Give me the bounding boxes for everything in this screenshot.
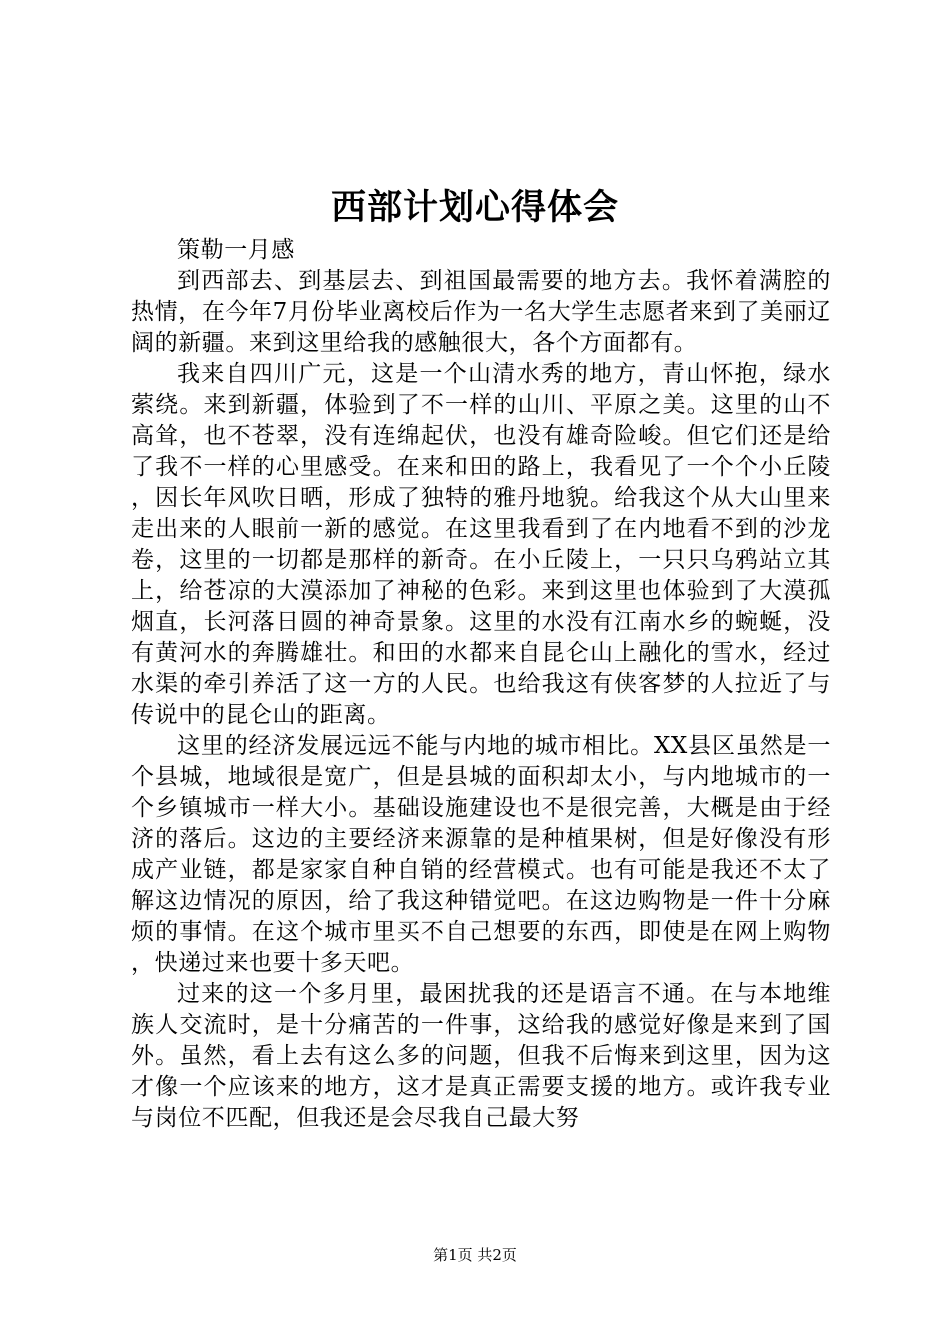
paragraph-subtitle: 策勒一月感 — [177, 237, 295, 263]
paragraph-3: 这里的经济发展远远不能与内地的城市相比。XX县区虽然是一个县城，地域很是宽广，但是县城的面积却太小，与内地城市的一个乡镇城市一样大小。基础设施建设也不是很完善，大概是由于经济的落后。这边的主要经济来源靠的是种植果树，但是好像没有形成产业链，都是家家自种自销的经营模式。也有可能是我还不太了解这边情况的原因，给了我这种错觉吧。在这边购物是一件十分麻烦的事情。在这个城市里买不自己想要的东西，即使是在网上购物，快递过来也要十多天吧。 — [131, 733, 831, 976]
document-title: 西部计划心得体会 — [330, 187, 619, 228]
paragraph-1: 到西部去、到基层去、到祖国最需要的地方去。我怀着满腔的热情，在今年7月份毕业离校后作为一名大学生志愿者来到了美丽辽阔的新疆。来到这里给我的感触很大，各个方面都有。 — [131, 268, 831, 356]
page-footer: 第1页 共2页 — [433, 1246, 517, 1264]
paragraph-2: 我来自四川广元，这是一个山清水秀的地方，青山怀抱，绿水萦绕。来到新疆，体验到了不一样的山川、平原之美。这里的山不高耸，也不苍翠，没有连绵起伏，也没有雄奇险峻。但它们还是给了我不一样的心里感受。在来和田的路上，我看见了一个个小丘陵，因长年风吹日晒，形成了独特的雅丹地貌。给我这个从大山里来走出来的人眼前一新的感觉。在这里我看到了在内地看不到的沙龙卷，这里的一切都是那样的新奇。在小丘陵上，一只只乌鸦站立其上，给苍凉的大漠添加了神秘的色彩。来到这里也体验到了大漠孤烟直，长河落日圆的神奇景象。这里的水没有江南水乡的蜿蜒，没有黄河水的奔腾雄壮。和田的水都来自昆仑山上融化的雪水，经过水渠的牵引养活了这一方的人民。也给我这有侠客梦的人拉近了与传说中的昆仑山的距离。 — [131, 361, 831, 728]
document-body — [131, 235, 831, 1134]
paragraph-4: 过来的这一个多月里，最困扰我的还是语言不通。在与本地维族人交流时，是十分痛苦的一件事，这给我的感觉好像是来到了国外。虽然，看上去有这么多的问题，但我不后悔来到这里，因为这才像一个应该来的地方，这才是真正需要支援的地方。或许我专业与岗位不匹配，但我还是会尽我自己最大努 — [131, 981, 831, 1131]
